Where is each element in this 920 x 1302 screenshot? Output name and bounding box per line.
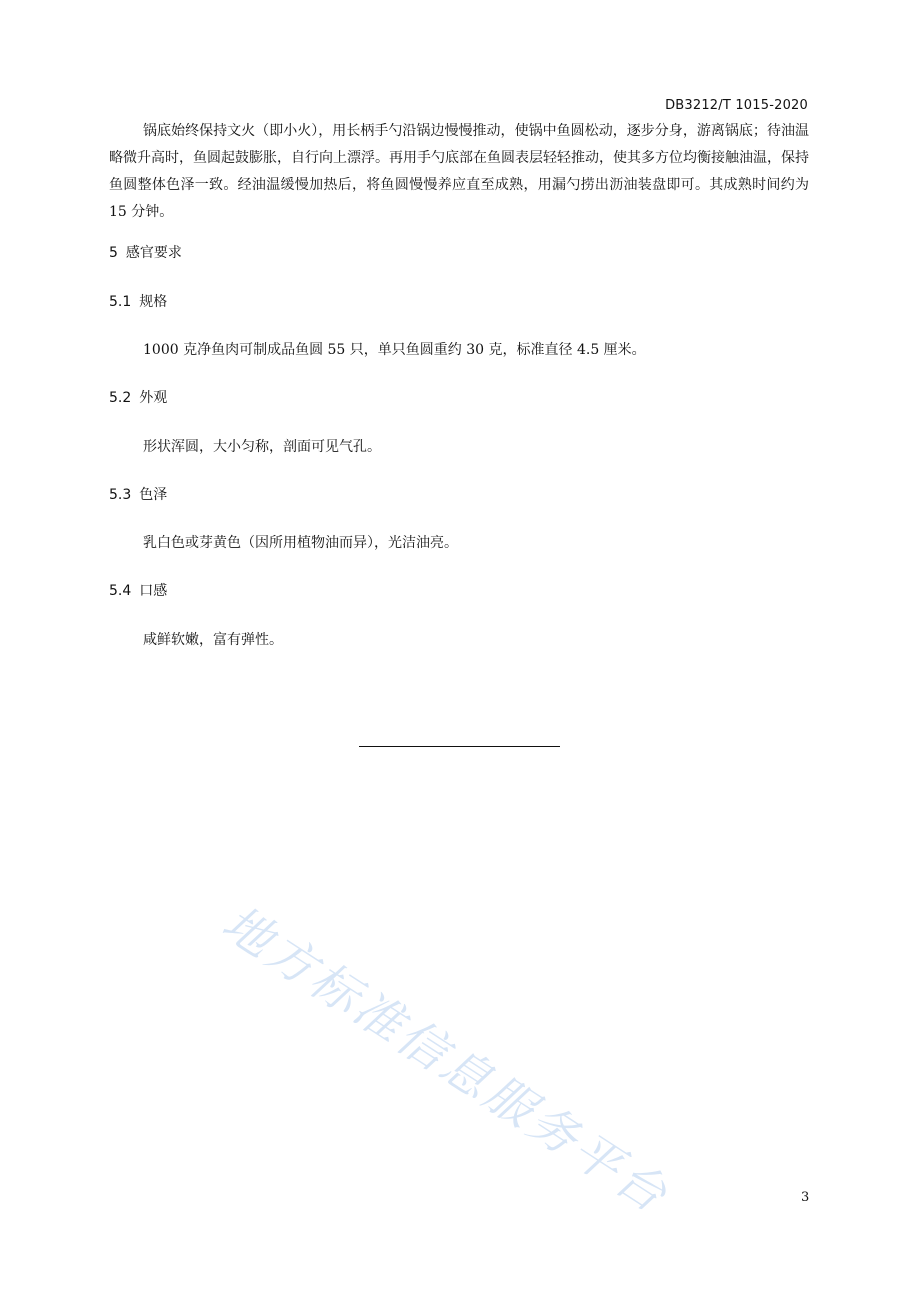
subsection-title: 规格 <box>139 294 168 310</box>
subsection-number: 5.4 <box>109 583 132 599</box>
subsection-5-4-text: 咸鲜软嫩，富有弹性。 <box>143 632 283 648</box>
subsection-title: 外观 <box>139 390 168 406</box>
intro-paragraph: 锅底始终保持文火（即小火），用长柄手勺沿锅边慢慢推动，使锅中鱼圆松动，逐步分身，游离锅底；待油温略微升高时，鱼圆起鼓膨胀，自行向上漂浮。再用手勺底部在鱼圆表层轻轻推动，使其多方位均衡接触油温，保持鱼圆整体色泽一致。经油温缓慢加热后，将鱼圆慢慢养应直至成熟，用漏勺捞出沥油装盘即可。其成熟时间约为 15 分钟。 <box>109 123 809 220</box>
subsection-title: 口感 <box>139 583 168 599</box>
subsection-5-3-heading <box>109 484 167 504</box>
section-title: 感官要求 <box>125 245 182 261</box>
section-number: 5 <box>109 245 118 261</box>
subsection-number: 5.1 <box>109 294 132 310</box>
subsection-5-4-heading <box>109 580 167 600</box>
watermark: 地方标准信息服务平台 <box>212 894 679 1225</box>
document-code: DB3212/T 1015-2020 <box>665 98 808 113</box>
section-5-heading <box>109 242 182 262</box>
subsection-5-1-text: 1000 克净鱼肉可制成品鱼圆 55 只，单只鱼圆重约 30 克，标准直径 4.5 厘米。 <box>143 342 646 358</box>
subsection-5-2-heading <box>109 387 167 407</box>
subsection-5-2-text: 形状浑圆，大小匀称，剖面可见气孔。 <box>143 439 381 455</box>
end-of-document-rule <box>359 746 560 747</box>
page-number: 3 <box>801 1190 810 1205</box>
subsection-5-1-heading <box>109 291 167 311</box>
subsection-title: 色泽 <box>139 487 168 503</box>
subsection-number: 5.2 <box>109 390 132 406</box>
subsection-5-3-text: 乳白色或芽黄色（因所用植物油而异），光洁油亮。 <box>143 535 458 551</box>
subsection-number: 5.3 <box>109 487 132 503</box>
